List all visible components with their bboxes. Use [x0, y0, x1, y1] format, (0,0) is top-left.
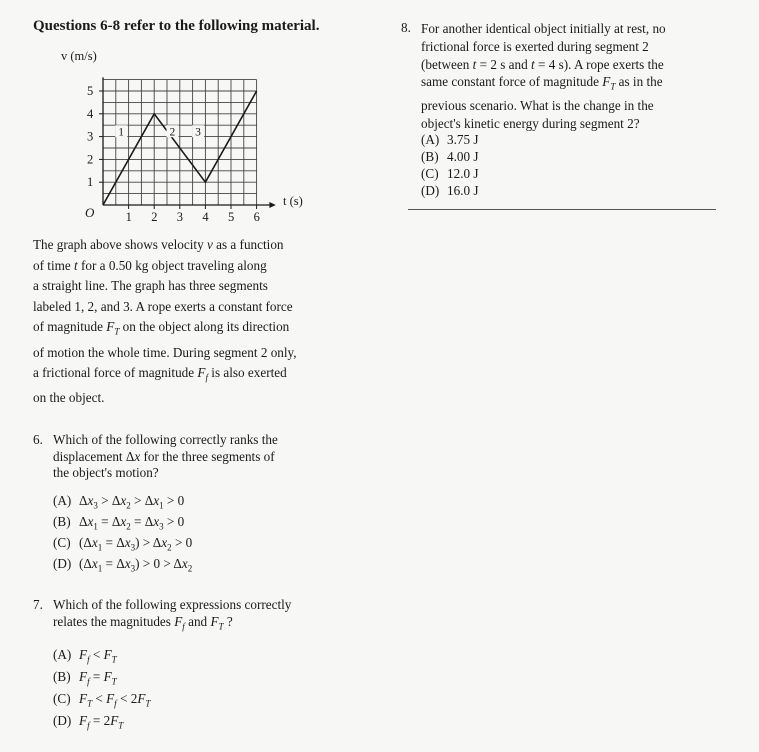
segment-label: 2 [169, 126, 176, 139]
option-text: $(\Delta x_1 = \Delta x_3) > \Delta x_2 > 0$ [79, 535, 193, 553]
option-label: (A) [53, 647, 72, 662]
passage-line: of motion the whole time. During segment 2 only, [33, 344, 297, 360]
option-label: (B) [53, 514, 71, 529]
stem-line: Which of the following correctly ranks the [53, 432, 278, 447]
passage-line: a straight line. The graph has three segments [33, 278, 268, 294]
option-label: (B) [421, 149, 439, 164]
option-label: (C) [53, 691, 71, 706]
x-tick-label: 6 [253, 210, 260, 224]
passage [33, 235, 333, 409]
origin-label: O [85, 205, 95, 220]
option-text: $(\Delta x_1 = \Delta x_3) > 0 > \Delta x_2$ [79, 556, 193, 574]
option-text: $\Delta x_3 > \Delta x_2 > \Delta x_1 > 0$ [79, 493, 185, 511]
y-tick-label: 5 [87, 84, 94, 98]
question-number: 7. [33, 597, 43, 612]
option-label: (D) [53, 713, 72, 728]
option-label: (C) [421, 166, 439, 181]
stem-line: Which of the following expressions correctly [53, 597, 292, 612]
option-label: (D) [421, 183, 440, 198]
question-number: 8. [401, 20, 411, 35]
option-c[interactable] [53, 691, 150, 712]
graph-grid [103, 80, 257, 205]
stem-line: displacement Δx for the three segments of [53, 448, 275, 464]
x-axis-label: t (s) [283, 194, 303, 208]
stem-line: relates the magnitudes $F_f$ and $F_T$ ? [53, 613, 233, 632]
stem-line: frictional force is exerted during segment 2 [421, 38, 649, 54]
x-tick-label: 1 [125, 210, 132, 224]
option-text: $F_f = F_T$ [79, 669, 117, 687]
option-a[interactable] [53, 647, 117, 668]
option-c[interactable] [53, 535, 192, 556]
option-d[interactable] [421, 183, 479, 200]
option-c[interactable] [421, 166, 479, 183]
y-axis-label: v (m/s) [61, 49, 97, 63]
question-number: 6. [33, 432, 43, 447]
passage-line: of time t for a 0.50 kg object traveling along [33, 257, 267, 273]
stem-line: (between t = 2 s and t = 4 s). A rope exerts the [421, 56, 664, 72]
x-tick-label: 3 [176, 210, 184, 224]
option-a[interactable] [53, 493, 184, 514]
x-tick-label: 5 [228, 210, 235, 224]
question-8 [401, 20, 731, 205]
option-text: 16.0 J [447, 183, 479, 198]
stem-line: object's kinetic energy during segment 2? [421, 115, 640, 131]
option-b[interactable] [53, 514, 184, 535]
option-text: $F_T < F_f < 2F_T$ [79, 691, 151, 709]
question-6 [33, 432, 333, 592]
segment-label: 1 [118, 126, 125, 139]
option-label: (B) [53, 669, 71, 684]
y-tick-label: 2 [87, 152, 94, 167]
y-tick-label: 3 [87, 129, 94, 144]
option-b[interactable] [421, 149, 479, 166]
option-b[interactable] [53, 669, 117, 690]
divider-line [408, 209, 716, 210]
stem-line: the object's motion? [53, 465, 159, 480]
option-d[interactable] [53, 713, 123, 734]
stem-line: For another identical object initially at rest, no [421, 21, 666, 36]
option-text: 12.0 J [447, 166, 479, 181]
y-tick-label: 1 [87, 175, 94, 190]
option-text: $F_f < F_T$ [79, 647, 117, 665]
option-text: $\Delta x_1 = \Delta x_2 = \Delta x_3 > 0$ [79, 514, 185, 532]
passage-line: labeled 1, 2, and 3. A rope exerts a constant force [33, 298, 293, 314]
passage-line: on the object. [33, 390, 105, 406]
stem-line: same constant force of magnitude $F_T$ as in the [421, 74, 663, 93]
x-tick-label: 2 [151, 210, 158, 224]
velocity-time-graph [55, 45, 315, 225]
option-text: 3.75 J [447, 132, 479, 147]
option-label: (C) [53, 535, 71, 550]
passage-line: a frictional force of magnitude $F_f$ is also exerted [33, 365, 287, 383]
option-d[interactable] [53, 556, 192, 577]
y-tick-label: 4 [87, 106, 94, 121]
option-text: $F_f = 2F_T$ [79, 713, 124, 731]
x-axis-arrow [269, 202, 275, 208]
question-stem [53, 597, 291, 635]
question-7 [33, 597, 353, 747]
graph-ticks [87, 84, 260, 224]
segment-label: 3 [195, 126, 201, 139]
x-tick-label: 4 [202, 210, 209, 224]
option-label: (A) [53, 493, 72, 508]
option-a[interactable] [421, 132, 479, 149]
stem-line: previous scenario. What is the change in the [421, 97, 654, 113]
passage-line: The graph above shows velocity v as a function [33, 237, 284, 252]
material-heading: Questions 6-8 refer to the following material. [33, 18, 320, 34]
option-label: (D) [53, 556, 72, 571]
passage-line: of magnitude $F_T$ on the object along its direction [33, 319, 290, 338]
option-text: 4.00 J [447, 149, 479, 164]
question-stem [421, 20, 666, 132]
question-stem [53, 432, 278, 482]
option-label: (A) [421, 132, 440, 147]
